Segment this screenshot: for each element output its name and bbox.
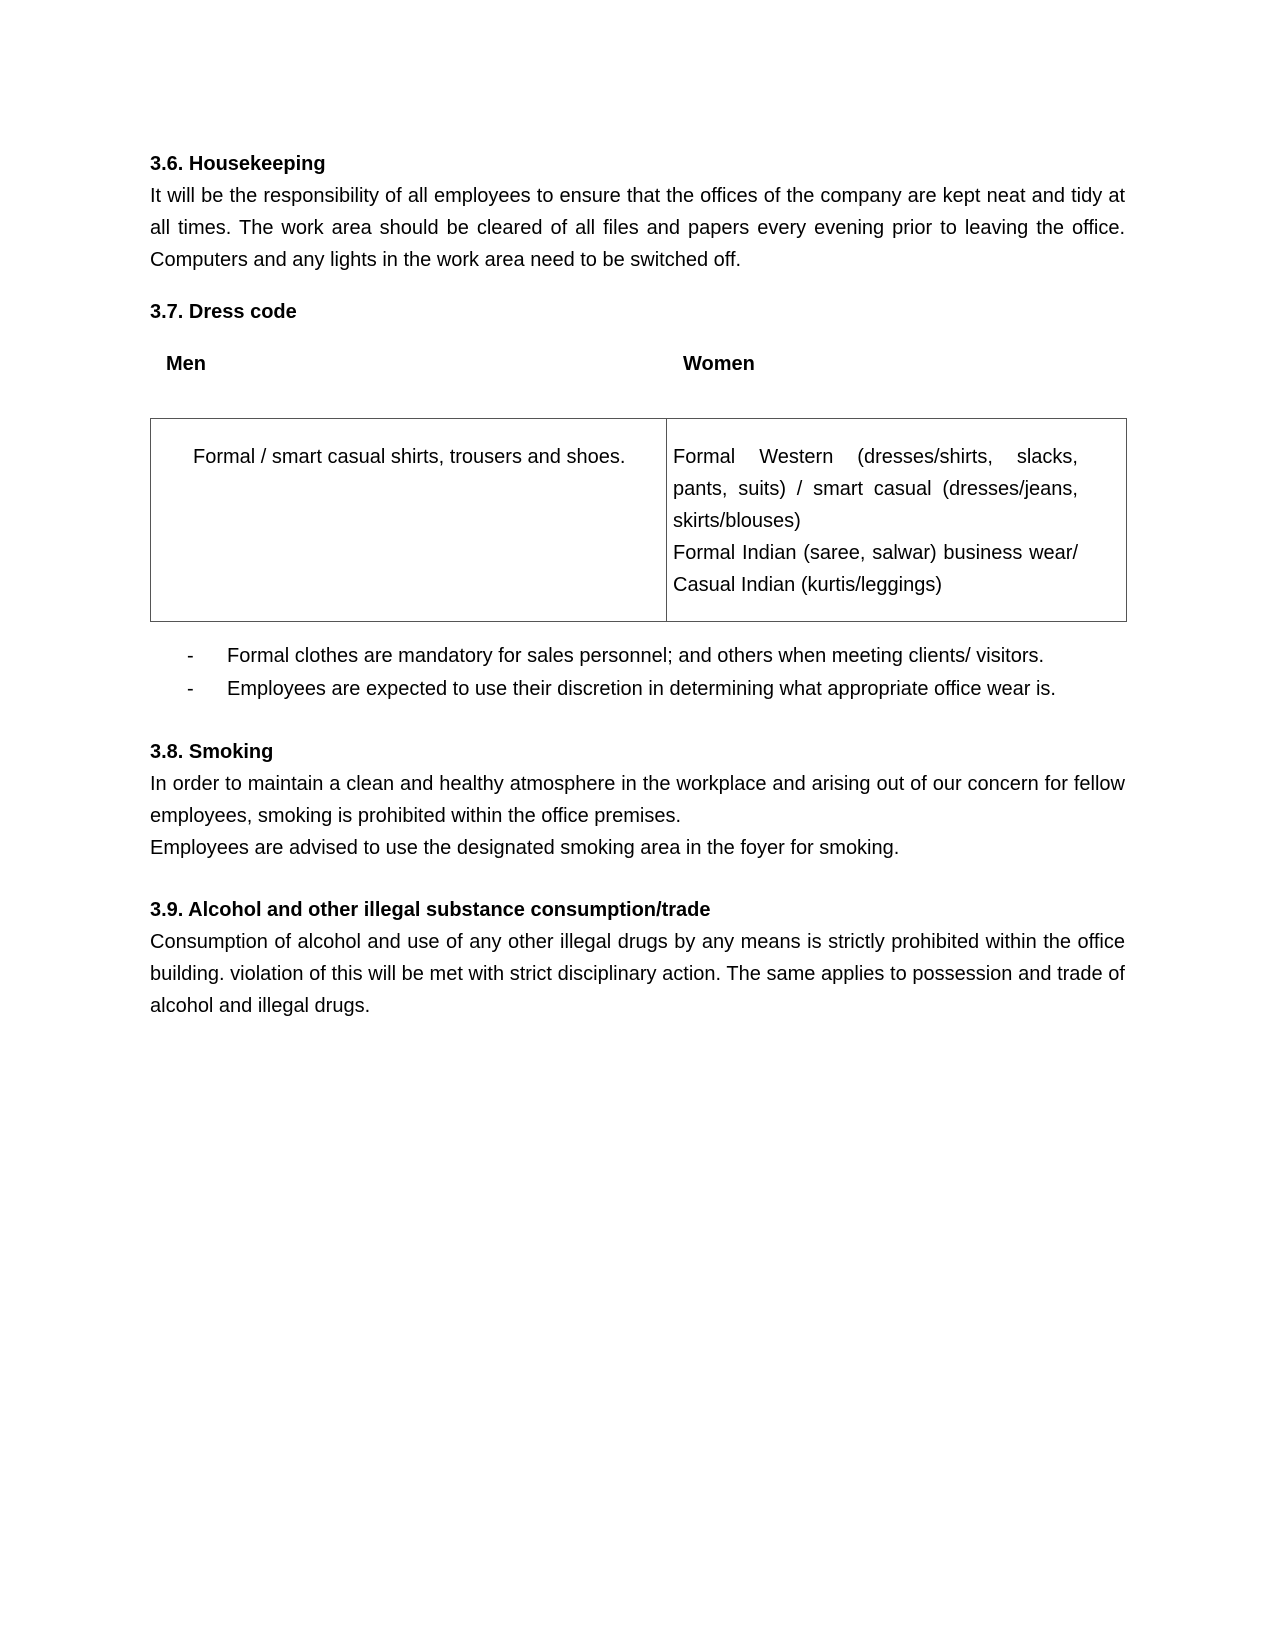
alcohol-heading: 3.9. Alcohol and other illegal substance consumption/trade: [150, 899, 711, 921]
men-dress-text: Formal / smart casual shirts, trousers and shoes.: [193, 446, 626, 468]
smoking-heading: 3.8. Smoking: [150, 741, 274, 763]
note-text: Formal clothes are mandatory for sales personnel; and others when meeting clients/ visitors.: [227, 645, 1045, 667]
list-item: [150, 673, 1125, 706]
dress-code-heading: 3.7. Dress code: [150, 301, 297, 323]
note-text: Employees are expected to use their discretion in determining what appropriate office wear is.: [227, 678, 1056, 700]
alcohol-body: Consumption of alcohol and use of any other illegal drugs by any means is strictly prohibited within the office building. violation of this will be met with strict disciplinary action. The same applies to possession and trade of alcohol and illegal drugs.: [150, 931, 1125, 1017]
list-item: [150, 640, 1125, 673]
dress-code-column-headers: [150, 348, 1125, 380]
housekeeping-heading: 3.6. Housekeeping: [150, 153, 326, 175]
section-smoking: [150, 736, 1125, 864]
section-dress-code: [150, 296, 1125, 706]
women-dress-western: Formal Western (dresses/shirts, slacks, pants, suits) / smart casual (dresses/jeans, skirts/blouses): [673, 446, 1078, 532]
women-dress-cell: [667, 419, 1127, 622]
section-housekeeping: [150, 148, 1125, 276]
smoking-body-1: In order to maintain a clean and healthy atmosphere in the workplace and arising out of our concern for fellow employees, smoking is prohibited within the office premises.: [150, 773, 1125, 827]
table-row: [151, 419, 1127, 622]
women-dress-indian: Formal Indian (saree, salwar) business wear/ Casual Indian (kurtis/leggings): [673, 542, 1078, 596]
column-header-women: Women: [683, 353, 755, 375]
housekeeping-body: It will be the responsibility of all employees to ensure that the offices of the company are kept neat and tidy at all times. The work area should be cleared of all files and papers every evening prior to leaving the office. Computers and any lights in the work area need to be switched off.: [150, 185, 1125, 271]
document-page: [150, 148, 1125, 1022]
smoking-body-2: Employees are advised to use the designated smoking area in the foyer for smoking.: [150, 837, 900, 859]
section-alcohol: [150, 894, 1125, 1022]
dash-bullet: -: [187, 645, 194, 667]
dash-bullet: -: [187, 678, 194, 700]
dress-code-table: [150, 418, 1127, 622]
men-dress-cell: [151, 419, 667, 622]
column-header-men: Men: [166, 353, 206, 375]
dress-code-notes: [150, 640, 1125, 706]
